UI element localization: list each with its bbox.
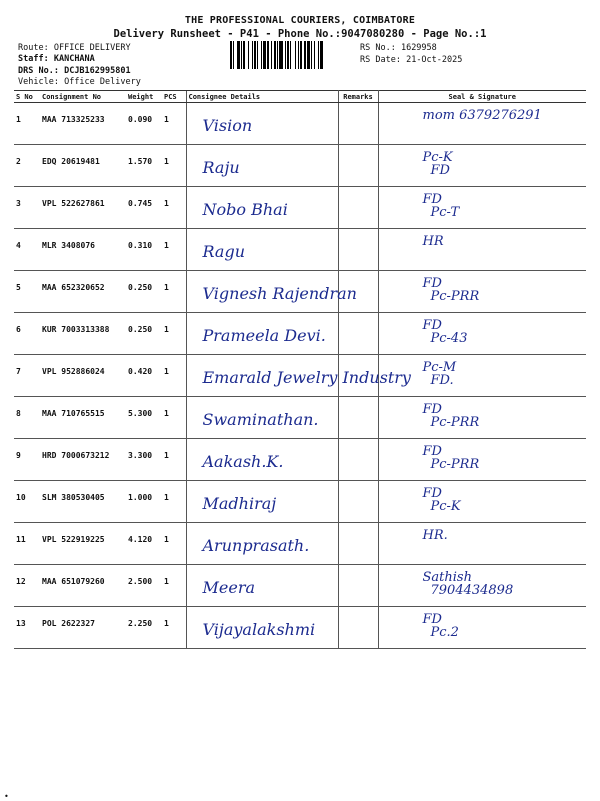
row-seal-signature [378, 229, 586, 271]
runsheet-title: Delivery Runsheet - P41 - Phone No.:9047080280 - Page No.:1 [113, 28, 487, 40]
row-remarks [338, 103, 378, 145]
handwritten-signature [423, 445, 480, 471]
row-consignment-no: MAA 651079260 [40, 565, 126, 607]
vehicle-label: Vehicle: [18, 77, 59, 87]
signature-line-2: FD [430, 163, 450, 178]
row-sno: 12 [14, 565, 40, 607]
row-remarks [338, 565, 378, 607]
signature-line-1: Pc-K [422, 150, 453, 165]
row-weight: 2.500 [126, 565, 162, 607]
consignee-handwritten-name: Arunprasath. [202, 536, 310, 555]
handwritten-signature [423, 613, 459, 639]
handwritten-signature [423, 277, 480, 303]
row-consignee-details [186, 607, 338, 649]
row-consignment-no: SLM 380530405 [40, 481, 126, 523]
table-row [14, 145, 586, 187]
row-remarks [338, 313, 378, 355]
row-remarks [338, 229, 378, 271]
handwritten-signature [423, 529, 448, 542]
staff-value: KANCHANA [53, 54, 95, 64]
row-seal-signature [378, 565, 586, 607]
handwritten-signature [423, 109, 542, 122]
row-remarks [338, 397, 378, 439]
col-remarks: Remarks [338, 91, 378, 103]
table-row [14, 313, 586, 355]
drs-value: DCJB162995801 [64, 66, 131, 76]
rs-date-line [360, 55, 462, 65]
row-consignment-no: VPL 952886024 [40, 355, 126, 397]
signature-line-1: FD [422, 192, 442, 207]
row-remarks [338, 439, 378, 481]
staff-line [18, 54, 95, 64]
table-row [14, 229, 586, 271]
row-sno: 9 [14, 439, 40, 481]
signature-line-1: FD [422, 486, 442, 501]
row-weight: 5.300 [126, 397, 162, 439]
signature-line-1: FD [422, 276, 442, 291]
row-consignment-no: MAA 652320652 [40, 271, 126, 313]
consignee-handwritten-name: Prameela Devi. [202, 326, 326, 345]
runsheet-table [14, 90, 586, 649]
row-weight: 4.120 [126, 523, 162, 565]
route-label: Route: [18, 43, 49, 53]
rs-no-line [360, 43, 437, 53]
consignee-handwritten-name: Madhiraj [202, 494, 277, 513]
signature-line-1: FD [422, 402, 442, 417]
row-consignee-details [186, 439, 338, 481]
consignee-handwritten-name: Aakash.K. [202, 452, 284, 471]
signature-line-1: mom 6379276291 [422, 108, 542, 123]
table-row [14, 103, 586, 145]
row-seal-signature [378, 187, 586, 229]
row-sno: 3 [14, 187, 40, 229]
row-pcs: 1 [162, 103, 186, 145]
row-seal-signature [378, 607, 586, 649]
page-mark: • [4, 792, 9, 801]
row-seal-signature [378, 271, 586, 313]
col-seal-signature: Seal & Signature [378, 91, 586, 103]
row-sno: 2 [14, 145, 40, 187]
row-weight: 0.745 [126, 187, 162, 229]
row-sno: 4 [14, 229, 40, 271]
row-remarks [338, 481, 378, 523]
route-line [18, 43, 131, 53]
row-consignment-no: KUR 7003313388 [40, 313, 126, 355]
col-pcs: PCS [162, 91, 186, 103]
signature-line-2: 7904434898 [430, 583, 514, 598]
consignee-handwritten-name: Swaminathan. [202, 410, 319, 429]
signature-line-1: FD [422, 318, 442, 333]
row-weight: 0.420 [126, 355, 162, 397]
row-consignment-no: VPL 522919225 [40, 523, 126, 565]
consignee-handwritten-name: Raju [202, 158, 240, 177]
table-row [14, 439, 586, 481]
table-row [14, 355, 586, 397]
row-pcs: 1 [162, 481, 186, 523]
row-pcs: 1 [162, 271, 186, 313]
row-weight: 0.250 [126, 313, 162, 355]
row-consignment-no: VPL 522627861 [40, 187, 126, 229]
consignee-handwritten-name: Meera [202, 578, 256, 597]
row-remarks [338, 145, 378, 187]
company-name: THE PROFESSIONAL COURIERS, COIMBATORE [184, 15, 416, 26]
row-weight: 1.570 [126, 145, 162, 187]
row-sno: 7 [14, 355, 40, 397]
vehicle-value: Office Delivery [64, 77, 141, 87]
row-seal-signature [378, 313, 586, 355]
signature-line-1: FD [422, 444, 442, 459]
row-pcs: 1 [162, 145, 186, 187]
rs-no-label: RS No.: [360, 43, 396, 53]
row-weight: 2.250 [126, 607, 162, 649]
drs-line [18, 66, 131, 76]
signature-line-2: Pc-K [430, 499, 461, 514]
row-pcs: 1 [162, 397, 186, 439]
row-seal-signature [378, 523, 586, 565]
table-row [14, 481, 586, 523]
row-pcs: 1 [162, 523, 186, 565]
row-consignee-details [186, 565, 338, 607]
row-pcs: 1 [162, 229, 186, 271]
consignee-handwritten-name: Vision [202, 116, 253, 135]
handwritten-signature [423, 361, 457, 387]
table-row [14, 607, 586, 649]
handwritten-signature [423, 487, 461, 513]
signature-line-2: Pc-PRR [430, 415, 480, 430]
consignee-handwritten-name: Ragu [202, 242, 245, 261]
table-row [14, 397, 586, 439]
col-sno: S No [14, 91, 40, 103]
handwritten-signature [423, 403, 480, 429]
signature-line-2: Pc.2 [430, 625, 459, 640]
consignee-handwritten-name: Vignesh Rajendran [202, 284, 357, 303]
signature-line-1: HR [422, 234, 444, 249]
row-consignment-no: MAA 710765515 [40, 397, 126, 439]
row-pcs: 1 [162, 565, 186, 607]
row-consignee-details [186, 523, 338, 565]
row-weight: 3.300 [126, 439, 162, 481]
signature-line-1: Pc-M [422, 360, 457, 375]
signature-line-2: Pc-43 [430, 331, 468, 346]
row-sno: 11 [14, 523, 40, 565]
rs-date-value: 21-Oct-2025 [406, 55, 463, 65]
row-consignment-no: MAA 713325233 [40, 103, 126, 145]
row-consignee-details [186, 103, 338, 145]
row-consignee-details [186, 313, 338, 355]
signature-line-1: HR. [422, 528, 448, 543]
row-consignee-details [186, 271, 357, 313]
handwritten-signature [423, 319, 468, 345]
col-weight: Weight [126, 91, 162, 103]
row-sno: 1 [14, 103, 40, 145]
row-consignee-details [186, 481, 338, 523]
row-pcs: 1 [162, 313, 186, 355]
signature-line-1: Sathish [422, 570, 472, 585]
handwritten-signature [423, 235, 444, 248]
row-seal-signature [378, 397, 586, 439]
staff-label: Staff: [18, 54, 49, 64]
row-consignment-no: MLR 3408076 [40, 229, 126, 271]
row-seal-signature [378, 355, 586, 397]
row-seal-signature [378, 145, 586, 187]
barcode-image [230, 41, 354, 69]
table-row [14, 565, 586, 607]
rs-no-value: 1629958 [400, 43, 437, 53]
table-header-row [14, 91, 586, 103]
row-sno: 6 [14, 313, 40, 355]
row-sno: 13 [14, 607, 40, 649]
row-weight: 0.090 [126, 103, 162, 145]
row-seal-signature [378, 439, 586, 481]
col-consignment: Consignment No [40, 91, 126, 103]
row-weight: 0.310 [126, 229, 162, 271]
handwritten-signature [423, 571, 514, 597]
row-remarks [338, 607, 378, 649]
consignee-handwritten-name: Vijayalakshmi [202, 620, 316, 639]
row-pcs: 1 [162, 187, 186, 229]
route-value: OFFICE DELIVERY [53, 43, 131, 53]
row-consignment-no: HRD 7000673212 [40, 439, 126, 481]
rs-date-label: RS Date: [360, 55, 401, 65]
table-row [14, 271, 586, 313]
row-weight: 1.000 [126, 481, 162, 523]
signature-line-2: Pc-PRR [430, 289, 480, 304]
col-consignee-details: Consignee Details [186, 91, 338, 103]
signature-line-1: FD [422, 612, 442, 627]
row-remarks [338, 187, 378, 229]
signature-line-2: Pc-PRR [430, 457, 480, 472]
row-seal-signature [378, 103, 586, 145]
row-weight: 0.250 [126, 271, 162, 313]
row-consignee-details [186, 145, 338, 187]
signature-line-2: Pc-T [430, 205, 460, 220]
consignee-handwritten-name: Emarald Jewelry Industry [202, 368, 411, 387]
row-consignee-details [186, 187, 338, 229]
handwritten-signature [423, 193, 460, 219]
row-pcs: 1 [162, 355, 186, 397]
row-sno: 10 [14, 481, 40, 523]
drs-label: DRS No.: [18, 66, 59, 76]
row-remarks [338, 523, 378, 565]
handwritten-signature [423, 151, 453, 177]
row-sno: 5 [14, 271, 40, 313]
table-row [14, 523, 586, 565]
row-consignee-details [186, 229, 338, 271]
row-consignee-details [186, 355, 411, 397]
row-pcs: 1 [162, 607, 186, 649]
row-seal-signature [378, 481, 586, 523]
row-consignment-no: POL 2622327 [40, 607, 126, 649]
row-pcs: 1 [162, 439, 186, 481]
row-consignee-details [186, 397, 338, 439]
row-sno: 8 [14, 397, 40, 439]
signature-line-2: FD. [430, 373, 454, 388]
row-consignment-no: EDQ 20619481 [40, 145, 126, 187]
vehicle-line [18, 77, 141, 87]
consignee-handwritten-name: Nobo Bhai [202, 200, 288, 219]
table-row [14, 187, 586, 229]
